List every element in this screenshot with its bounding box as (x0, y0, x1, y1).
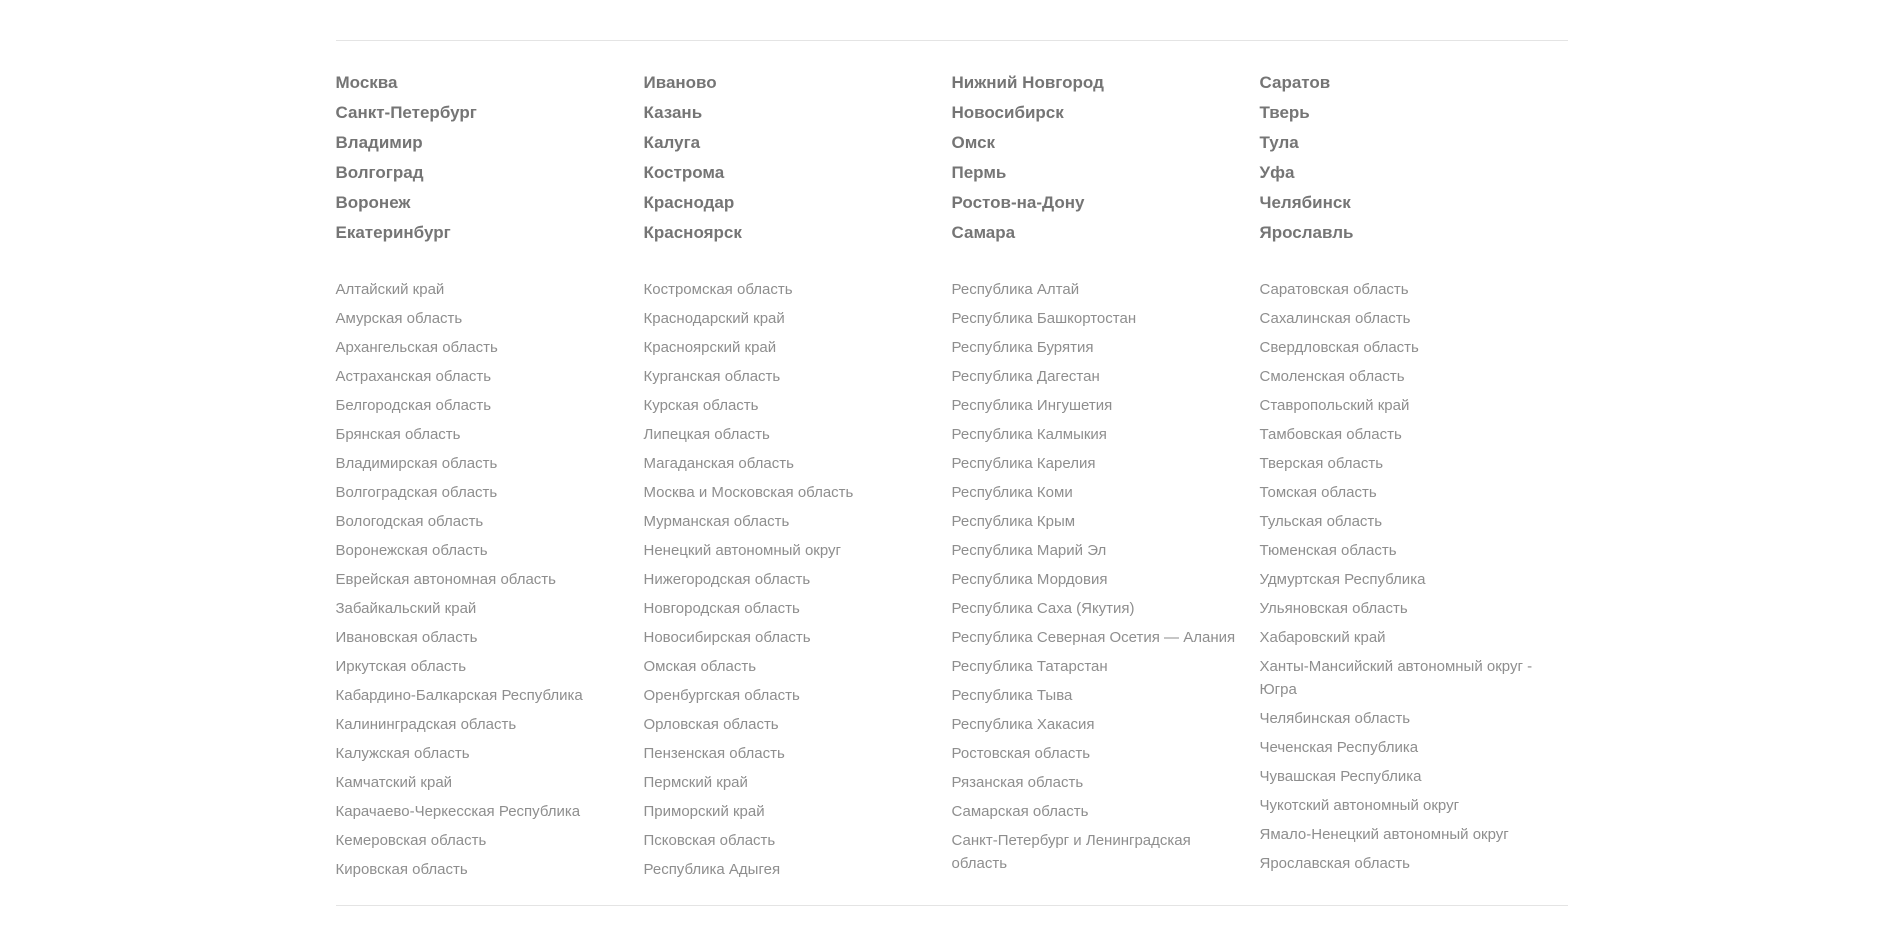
region-link[interactable]: Белгородская область (335, 397, 492, 414)
region-link-item (952, 800, 1248, 823)
region-link-item (1260, 336, 1556, 359)
city-link[interactable]: Владимир (335, 133, 423, 152)
city-link[interactable]: Воронеж (335, 193, 411, 212)
region-link-item (1260, 794, 1556, 817)
region-link[interactable]: Архангельская область (335, 339, 498, 356)
city-link[interactable]: Кострома (643, 163, 725, 182)
region-link-item (644, 742, 940, 765)
region-link[interactable]: Республика Алтай (951, 281, 1080, 298)
region-link-item (336, 539, 632, 562)
region-link[interactable]: Вологодская область (335, 513, 484, 530)
regions-grid (336, 278, 1568, 887)
region-link-item (1260, 365, 1556, 388)
region-link[interactable]: Магаданская область (643, 455, 794, 472)
region-link[interactable]: Ростовская область (951, 745, 1091, 762)
city-link-item (336, 222, 632, 245)
city-link[interactable]: Калуга (643, 133, 701, 152)
cities-column-4 (1260, 72, 1568, 252)
city-link-item (952, 72, 1248, 95)
region-link-item (952, 655, 1248, 678)
region-link[interactable]: Республика Татарстан (951, 658, 1108, 675)
region-link[interactable]: Хабаровский край (1259, 629, 1386, 646)
region-link-item (644, 423, 940, 446)
region-link-item (952, 423, 1248, 446)
region-link[interactable]: Новгородская область (643, 600, 800, 617)
region-link-item (952, 713, 1248, 736)
region-link-item (644, 481, 940, 504)
region-link-item (952, 336, 1248, 359)
city-link[interactable]: Екатеринбург (335, 223, 451, 242)
region-link-item (952, 278, 1248, 301)
region-link-item (644, 800, 940, 823)
region-link[interactable]: Ставропольский край (1259, 397, 1410, 414)
region-link-item (644, 365, 940, 388)
region-link[interactable]: Карачаево-Черкесская Республика (335, 803, 581, 820)
region-link-item (336, 452, 632, 475)
region-link[interactable]: Тверская область (1259, 455, 1384, 472)
region-link[interactable]: Кабардино-Балкарская Республика (335, 687, 583, 704)
region-link-item (952, 568, 1248, 591)
region-link[interactable]: Свердловская область (1259, 339, 1419, 356)
regions-column-1 (336, 278, 644, 887)
region-link-item (1260, 452, 1556, 475)
city-link[interactable]: Краснодар (643, 193, 735, 212)
city-link[interactable]: Уфа (1259, 163, 1295, 182)
region-link-item (644, 713, 940, 736)
region-link[interactable]: Еврейская автономная область (335, 571, 556, 588)
region-link[interactable]: Чукотский автономный округ (1259, 797, 1460, 814)
city-link-item (644, 132, 940, 155)
city-link-item (336, 132, 632, 155)
region-link[interactable]: Липецкая область (643, 426, 770, 443)
region-link-item (1260, 707, 1556, 730)
region-link-item (644, 278, 940, 301)
region-link[interactable]: Ульяновская область (1259, 600, 1408, 617)
region-link[interactable]: Тюменская область (1259, 542, 1397, 559)
city-link[interactable]: Пермь (951, 163, 1007, 182)
region-link[interactable]: Ненецкий автономный округ (643, 542, 842, 559)
region-link-item (1260, 423, 1556, 446)
region-link-item (336, 568, 632, 591)
region-link[interactable]: Санкт-Петербург и Ленинградская область (951, 832, 1191, 872)
regions-column-2 (644, 278, 952, 887)
region-link-item (644, 684, 940, 707)
region-link[interactable]: Орловская область (643, 716, 779, 733)
region-link-item (336, 800, 632, 823)
city-link-item (952, 132, 1248, 155)
region-link[interactable]: Новосибирская область (643, 629, 811, 646)
region-link[interactable]: Республика Крым (951, 513, 1076, 530)
region-link-item (1260, 626, 1556, 649)
region-link-item (644, 307, 940, 330)
region-link[interactable]: Смоленская область (1259, 368, 1405, 385)
region-link[interactable]: Республика Коми (951, 484, 1073, 501)
city-link-item (336, 162, 632, 185)
city-link-item (644, 162, 940, 185)
region-link[interactable]: Астраханская область (335, 368, 492, 385)
cities-column-2 (644, 72, 952, 252)
region-link[interactable]: Республика Дагестан (951, 368, 1100, 385)
region-link[interactable]: Ивановская область (335, 629, 478, 646)
region-link[interactable]: Волгоградская область (335, 484, 498, 501)
region-link-item (644, 829, 940, 852)
city-link[interactable]: Иваново (643, 73, 717, 92)
city-link[interactable]: Новосибирск (951, 103, 1064, 122)
region-link-item (952, 452, 1248, 475)
region-link-item (644, 655, 940, 678)
city-link-item (1260, 222, 1556, 245)
region-link-item (336, 626, 632, 649)
region-link[interactable]: Калужская область (335, 745, 470, 762)
region-link[interactable]: Республика Адыгея (643, 861, 781, 878)
region-link[interactable]: Республика Хакасия (951, 716, 1095, 733)
region-link[interactable]: Республика Карелия (951, 455, 1096, 472)
city-link-item (952, 192, 1248, 215)
city-link-item (952, 222, 1248, 245)
region-link-item (644, 626, 940, 649)
city-link[interactable]: Самара (951, 223, 1016, 242)
city-link-item (644, 102, 940, 125)
region-link-item (336, 597, 632, 620)
region-link[interactable]: Республика Марий Эл (951, 542, 1107, 559)
region-link[interactable]: Алтайский край (335, 281, 445, 298)
region-link-item (1260, 597, 1556, 620)
region-link-item (644, 336, 940, 359)
region-link[interactable]: Саратовская область (1259, 281, 1409, 298)
region-link-item (952, 365, 1248, 388)
region-link[interactable]: Кировская область (335, 861, 468, 878)
region-link[interactable]: Рязанская область (951, 774, 1084, 791)
region-selector-page (336, 0, 1568, 906)
region-link-item (952, 829, 1248, 875)
region-link[interactable]: Воронежская область (335, 542, 488, 559)
city-link-item (952, 162, 1248, 185)
region-link-item (1260, 852, 1556, 875)
cities-column-1 (336, 72, 644, 252)
region-link[interactable]: Красноярский край (643, 339, 777, 356)
region-link[interactable]: Пермский край (643, 774, 748, 791)
region-link[interactable]: Республика Башкортостан (951, 310, 1137, 327)
region-link[interactable]: Курганская область (643, 368, 781, 385)
region-link[interactable]: Сахалинская область (1259, 310, 1411, 327)
region-link[interactable]: Республика Саха (Якутия) (951, 600, 1135, 617)
region-link[interactable]: Костромская область (643, 281, 793, 298)
region-link-item (952, 394, 1248, 417)
region-link[interactable]: Ярославская область (1259, 855, 1410, 872)
region-link[interactable]: Амурская область (335, 310, 463, 327)
city-link[interactable]: Омск (951, 133, 996, 152)
region-link-item (336, 278, 632, 301)
city-link[interactable]: Волгоград (335, 163, 424, 182)
regions-column-4 (1260, 278, 1568, 887)
city-link[interactable]: Санкт-Петербург (335, 103, 477, 122)
region-link-item (952, 771, 1248, 794)
region-link-item (336, 771, 632, 794)
city-link-item (952, 102, 1248, 125)
region-link-item (644, 510, 940, 533)
region-link[interactable]: Омская область (643, 658, 757, 675)
region-link[interactable]: Тульская область (1259, 513, 1383, 530)
city-link[interactable]: Челябинск (1259, 193, 1351, 212)
region-link-item (336, 655, 632, 678)
region-link-item (336, 510, 632, 533)
region-link[interactable]: Кемеровская область (335, 832, 487, 849)
region-link-item (644, 771, 940, 794)
region-link-item (644, 539, 940, 562)
region-link-item (336, 481, 632, 504)
city-link[interactable]: Нижний Новгород (951, 73, 1104, 92)
region-link[interactable]: Челябинская область (1259, 710, 1411, 727)
region-link-item (952, 597, 1248, 620)
city-link-item (336, 192, 632, 215)
region-link[interactable]: Мурманская область (643, 513, 790, 530)
city-link[interactable]: Тверь (1259, 103, 1310, 122)
city-link[interactable]: Москва (335, 73, 398, 92)
city-link-item (336, 72, 632, 95)
region-link-item (1260, 278, 1556, 301)
city-link-item (1260, 132, 1556, 155)
cities-column-3 (952, 72, 1260, 252)
region-link[interactable]: Чувашская Республика (1259, 768, 1422, 785)
region-link-item (644, 568, 940, 591)
region-link-item (1260, 510, 1556, 533)
city-link[interactable]: Тула (1259, 133, 1299, 152)
region-link-item (336, 394, 632, 417)
region-link-item (1260, 823, 1556, 846)
region-link[interactable]: Камчатский край (335, 774, 453, 791)
city-link-item (1260, 102, 1556, 125)
city-link[interactable]: Красноярск (643, 223, 742, 242)
region-link[interactable]: Ямало-Ненецкий автономный округ (1259, 826, 1509, 843)
region-link-item (336, 829, 632, 852)
region-link-item (1260, 481, 1556, 504)
region-link[interactable]: Томская область (1259, 484, 1377, 501)
city-link-item (1260, 72, 1556, 95)
region-link-item (644, 597, 940, 620)
region-link[interactable]: Удмуртская Республика (1259, 571, 1426, 588)
region-link-item (952, 684, 1248, 707)
region-link-item (336, 742, 632, 765)
city-link[interactable]: Саратов (1259, 73, 1331, 92)
region-link[interactable]: Тамбовская область (1259, 426, 1402, 443)
region-link[interactable]: Брянская область (335, 426, 461, 443)
region-link[interactable]: Республика Ингушетия (951, 397, 1113, 414)
region-link[interactable]: Пензенская область (643, 745, 785, 762)
region-link-item (644, 452, 940, 475)
region-link-item (1260, 394, 1556, 417)
city-link-item (1260, 162, 1556, 185)
region-link-item (336, 684, 632, 707)
city-link-item (644, 72, 940, 95)
region-link-item (336, 336, 632, 359)
regions-column-3 (952, 278, 1260, 887)
region-link[interactable]: Приморский край (643, 803, 765, 820)
region-link[interactable]: Забайкальский край (335, 600, 477, 617)
city-link[interactable]: Ярославль (1259, 223, 1354, 242)
region-link-item (1260, 655, 1556, 701)
region-link-item (644, 858, 940, 881)
region-link-item (952, 742, 1248, 765)
city-link[interactable]: Казань (643, 103, 703, 122)
region-link[interactable]: Псковская область (643, 832, 776, 849)
region-link[interactable]: Москва и Московская область (643, 484, 854, 501)
region-link[interactable]: Краснодарский край (643, 310, 785, 327)
region-link-item (336, 307, 632, 330)
region-link[interactable]: Республика Бурятия (951, 339, 1094, 356)
cities-grid (336, 41, 1568, 252)
city-link-item (644, 192, 940, 215)
region-link[interactable]: Нижегородская область (643, 571, 811, 588)
region-link-item (1260, 307, 1556, 330)
region-link[interactable]: Ханты-Мансийский автономный округ - Югра (1259, 658, 1533, 698)
region-link[interactable]: Республика Мордовия (951, 571, 1108, 588)
region-link[interactable]: Оренбургская область (643, 687, 800, 704)
city-link[interactable]: Ростов-на-Дону (951, 193, 1085, 212)
region-link-item (952, 481, 1248, 504)
region-link[interactable]: Владимирская область (335, 455, 498, 472)
region-link-item (1260, 736, 1556, 759)
region-link-item (336, 858, 632, 881)
region-link-item (336, 423, 632, 446)
region-link[interactable]: Калининградская область (335, 716, 517, 733)
city-link-item (1260, 192, 1556, 215)
region-link-item (1260, 568, 1556, 591)
region-link-item (952, 510, 1248, 533)
region-link[interactable]: Республика Калмыкия (951, 426, 1107, 443)
region-link-item (952, 307, 1248, 330)
region-link-item (336, 365, 632, 388)
city-link-item (336, 102, 632, 125)
region-link-item (644, 394, 940, 417)
region-link-item (1260, 765, 1556, 788)
region-link[interactable]: Республика Северная Осетия — Алания (951, 629, 1236, 646)
region-link[interactable]: Курская область (643, 397, 759, 414)
region-link-item (952, 539, 1248, 562)
region-link[interactable]: Республика Тыва (951, 687, 1073, 704)
region-link-item (952, 626, 1248, 649)
region-link[interactable]: Самарская область (951, 803, 1089, 820)
bottom-divider (336, 905, 1568, 906)
city-link-item (644, 222, 940, 245)
region-link-item (336, 713, 632, 736)
region-link[interactable]: Иркутская область (335, 658, 467, 675)
region-link[interactable]: Чеченская Республика (1259, 739, 1419, 756)
region-link-item (1260, 539, 1556, 562)
